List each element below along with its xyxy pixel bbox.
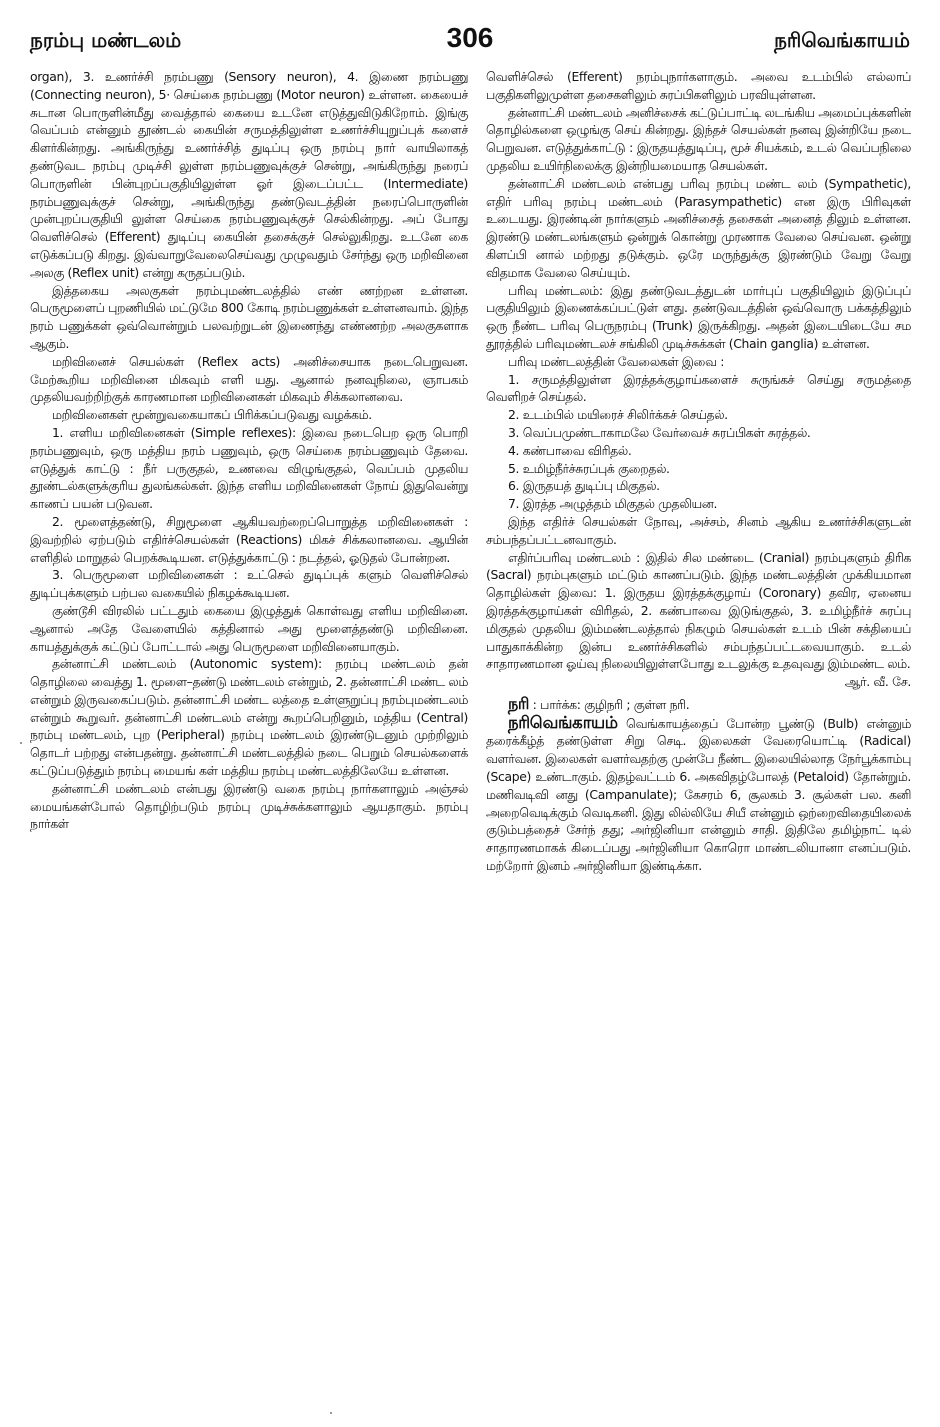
entry-text: : பார்க்க: குழிநரி ; குள்ள நரி.	[529, 696, 690, 712]
page-number: 306	[446, 22, 494, 53]
list-item: 4. கண்பாவை விரிதல்.	[508, 442, 632, 458]
paragraph: தன்னாட்சி மண்டலம் (Autonomic system): நரம்பு மண்டலம் தன் தொழிலை வைத்து 1. மூளை–தண்டு மண்டலம் என்றும், 2. தன்னாட்சி மண்ட லம் என்றும் இருவகைப்படும். தன்னாட்சி மண்ட லத்தை உள்ளுறுப்பு நரம்புமண்டலம் என்றும் கூறுவர். தன்னாட்சி மண்டலம் என்று கூறப்பெறினும், மத்திய (Central) நரம்பு மண்டலம், புற (Peripheral) நரம்பு மண்டலம் இரண்டுடனும் முற்றிலும் தொடர் பற்றது என்பதன்று. தன்னாட்சி மண்டலத்தில் நடை பெறும் செயல்களைக் கட்டுப்படுத்தும் நரம்பு மையங் கள் மத்திய நரம்பு மண்டலத்திலேயே உள்ளன.	[30, 656, 468, 779]
paragraph: இத்தகைய அலகுகள் நரம்புமண்டலத்தில் எண் ணற்றன உள்ளன. பெருமூளைப் புறணியில் மட்டுமே 800 கோடி நரம்பணுக்கள் உள்ளனவாம். இந்த நரம் பணுக்கள் ஒவ்வொன்றும் பலவற்றுடன் இணைந்து எண்ணற்ற அலகுகளாக ஆகும்.	[30, 282, 468, 351]
paragraph: பரிவு மண்டலத்தின் வேலைகள் இவை :	[508, 353, 725, 369]
left-column	[30, 68, 468, 1368]
list-item: 6. இருதயத் துடிப்பு மிகுதல்.	[508, 478, 660, 494]
running-head-right: நரிவெங்காயம்	[774, 28, 910, 52]
scan-speck	[330, 1412, 332, 1414]
list-item: 5. உமிழ்நீர்ச்சுரப்புக் குறைதல்.	[508, 460, 670, 476]
list-item: 1. சருமத்திலுள்ள இரத்தக்குழாய்களைச் சுருங்கச் செய்து சருமத்தை வெளிறச் செய்தல்.	[486, 371, 911, 405]
list-item: 2. உடம்பில் மயிரைச் சிலிர்க்கச் செய்தல்.	[508, 407, 728, 423]
paragraph: 1. எளிய மறிவினைகள் (Simple reflexes): இவை நடைபெற ஒரு பொறி நரம்பணுவும், ஒரு மத்திய நரம் பணுவும், ஒரு செய்கை நரம்பணுவும் தேவை. எடுத்துக் காட்டு : நீர் பருகுதல், உணவை விழுங்குதல், வெப்பம் முதலிய தூண்டல்களுக்குரிய துலங்கல்கள். இந்த எளிய மறிவினைகள் நோய் இதுவென்று காணப் பயன் படுவன.	[30, 424, 468, 512]
running-head-left: நரம்பு மண்டலம்	[30, 28, 182, 52]
page-header	[30, 22, 910, 56]
paragraph: 3. பெருமூளை மறிவினைகள் : உட்செல் துடிப்புக் களும் வெளிச்செல் துடிப்புக்களும் பற்பல வகையில் நிகழக்கூடியன.	[30, 567, 468, 601]
paragraph: குண்டூசி விரலில் பட்டதும் கையை இழுத்துக் கொள்வது எளிய மறிவினை. ஆனால் அதே வேளையில் கத்தினால் அது மூளைத்தண்டு மறிவினை. காயத்துக்குக் கட்டுப் போட்டால் அது பெருமூளை மறிவினையாகும்.	[30, 602, 468, 654]
entry-headword: நரி	[508, 693, 530, 713]
paragraph: மறிவினைகள் மூன்றுவகையாகப் பிரிக்கப்படுவது வழக்கம்.	[52, 407, 372, 423]
paragraph: எதிர்ப்பரிவு மண்டலம் : இதில் சில மண்டை (Cranial) நரம்புகளும் திரிக (Sacral) நரம்புகளும் மட்டும் காணப்படும். இந்த மண்டலத்தின் முக்கியமான தொழில்கள் இவை: 1. இருதய இரத்தக்குழாய் (Coronary) தவிர, ஏனைய இரத்தக்குழாய்கள் விரிதல், 2. கண்பாவை இடுங்குதல், 3. உமிழ்நீர்ச் சுரப்பு மிகுதல் முதலிய இம்மண்டலத்தால் நிகழும் செயல்கள் உடம் பின் சக்தியைப் பாதுகாக்கின்ற இன்ப உணர்ச்சிகளில் சம்பந்தப்பட்டவையாகும். உடல் சாதாரணமான ஓய்வு நிலையிலுள்ளபோது உடலுக்கு உதவுவது இம்மண்ட லம்.	[486, 549, 911, 672]
scan-speck	[20, 742, 22, 744]
paragraph: பரிவு மண்டலம்: இது தண்டுவடத்துடன் மார்புப் பகுதியிலும் இடுப்புப் பகுதியிலும் இணைக்கப்பட்டுள் ளது. தண்டுவடத்தின் ஒவ்வொரு பக்கத்திலும் ஒரு நீண்ட பரிவு பெருநரம்பு (Trunk) இருக்கிறது. அதன் இடையிடையே சம தூரத்தில் பரிவுமண்டலச் சங்கிலி முடிச்சுக்கள் (Chain ganglia) உள்ளன.	[486, 282, 911, 351]
dictionary-entry	[486, 714, 911, 875]
author-signature: ஆர். வீ. சே.	[844, 674, 911, 690]
entry-headword: நரிவெங்காயம்	[508, 712, 618, 732]
paragraph: வெளிச்செல் (Efferent) நரம்புநார்களாகும். அவை உடம்பில் எல்லாப் பகுதிகளிலுமுள்ள தசைகளிலும் சுரப்பிகளிலும் பரவியுள்ளன.	[486, 69, 911, 102]
paragraph: organ), 3. உணர்ச்சி நரம்பணு (Sensory neuron), 4. இணை நரம்பணு (Connecting neuron), 5· செய்கை நரம்பணு (Motor neuron) உள்ளன. கையைச் சுடான பொருளின்மீது வைத்தால் கையை உடனே எடுத்துவிடுகிறோம். இங்கு வெப்பம் என்னும் தூண்டல் கையின் சருமத்திலுள்ள உணர்ச்சியுறுப்புக் களைச் கிளர்கின்றது. அங்கிருந்து உணர்ச்சித் துடிப்பு ஒரு நரம்பு நார் வாயிலாகத் தண்டுவட நரம்பு முடிச்சி லுள்ள நரம்பணுவுக்குச் சென்று, அங்கிருந்து நரைப் பொருளின் பின்புறப்பகுதியிலுள்ள ஓர் இடைப்பட்ட (Intermediate) நரம்பணுவுக்குச் சென்று, அங்கிருந்து தண்டுவடத்தின் நரைப்பொருளின் முன்புறப்பகுதியி லுள்ள செய்கை நரம்பணுவுக்குச் செல்கின்றது. அப் போது வெளிச்செல் (Efferent) துடிப்பு கையின் தசைக்குச் செல்லுகிறது. உடனே கை எடுக்கப்படு கிறது. இவ்வாறுவேலைசெய்வது முழுவதும் சேர்ந்து ஒரு மறிவினை அலகு (Reflex unit) என்று கருதப்படும்.	[30, 69, 468, 280]
right-column	[486, 68, 911, 1368]
paragraph: இந்த எதிர்ச் செயல்கள் நோவு, அச்சம், சினம் ஆகிய உணர்ச்சிகளுடன் சம்பந்தப்பட்டனவாகும்.	[486, 513, 911, 547]
paragraph: தன்னாட்சி மண்டலம் அனிச்சைக் கட்டுப்பாட்டி லடங்கிய அமைப்புக்களின் தொழில்களை ஒழுங்கு செய் கின்றது. இந்தச் செயல்கள் நனவு இன்றியே நடை பெறுவன. எடுத்துக்காட்டு : இருதயத்துடிப்பு, மூச் சியக்கம், உடல் வெப்பநிலை முதலிய உயிர்நிலைக்கு இன்றியமையாத செயல்கள்.	[486, 104, 911, 173]
entry-text: வெங்காயத்தைப் போன்ற பூண்டு (Bulb) என்னும் தரைக்கீழ்த் தண்டுள்ள சிறு செடி. இலைகள் வேரையொட்டி (Radical) வளர்வன. இலைகள் வளர்வதற்கு முன்பே நீண்ட இலையில்லாத நேர்பூக்காம்பு (Scape) உண்டாகும். இதழ்வட்டம் 6. அகவிதழ்போலத் (Petaloid) தோன்றும். மணிவடிவி னது (Campanulate); கேசரம் 6, சூலகம் 3. சூல்கள் பல. கனி அறைவெடிக்கும் வெடிகனி. இது லில்லியே சியீ என்னும் ஒற்றைவிதையிலைக் குடும்பத்தைச் சேர்ந் தது; அர்ஜினியா என்னும் சாதி. இதிலே தமிழ்நாட் டில் சாதாரணமாகக் கிடைப்பது அர்ஜினியா கொரொ மாண்டலியானா எனப்படும். மற்றோர் இனம் அர்ஜினியா இண்டிக்கா.	[486, 715, 911, 874]
dictionary-entry	[486, 695, 911, 714]
paragraph: தன்னாட்சி மண்டலம் என்பது பரிவு நரம்பு மண்ட லம் (Sympathetic), எதிர் பரிவு நரம்பு மண்டலம் (Parasympathetic) என இரு பிரிவுகள் உடையது. இரண்டின் நார்களும் அனிச்சைத் தசைகள் அனைத் திலும் உள்ளன. இரண்டு மண்டலங்களும் ஒன்றுக் கொன்று முரணாக வேலை செய்வன. ஒன்று கிளப்பி னால் மற்றது தடுக்கும். ஒரே மருந்துக்கு இரண்டும் வேறு வேறு விதமாக வேலை செய்யும்.	[486, 175, 911, 280]
paragraph: 2. மூளைத்தண்டு, சிறுமூளை ஆகியவற்றைப்பொறுத்த மறிவினைகள் : இவற்றில் ஏற்படும் எதிர்ச்செயல்கள் (Reactions) மிகச் சிக்கலானவை. ஆயின் எளிதில் மாறுதல் பெறக்கூடியன. எடுத்துக்காட்டு : நடத்தல், ஓடுதல் போன்றன.	[30, 513, 468, 565]
list-item: 3. வெப்பமுண்டாகாமலே வேர்வைச் சுரப்பிகள் சுரத்தல்.	[508, 424, 811, 440]
paragraph: தன்னாட்சி மண்டலம் என்பது இரண்டு வகை நரம்பு நார்களாலும் அஞ்சல் மையங்கள்போல் தொழிற்படும் நரம்பு முடிச்சுக்களாலும் ஆயதாகும். நரம்பு நார்கள்	[30, 780, 468, 832]
paragraph: மறிவினைச் செயல்கள் (Reflex acts) அனிச்சையாக நடைபெறுவன. மேற்கூறிய மறிவினை மிகவும் எளி யது. ஆனால் நனவுநிலை, ஞாபகம் முதலியவற்றிற்குக் காரணமான மறிவினைகள் மிகவும் சிக்கலானவை.	[30, 353, 468, 405]
list-item: 7. இரத்த அழுத்தம் மிகுதல் முதலியன.	[508, 496, 718, 512]
